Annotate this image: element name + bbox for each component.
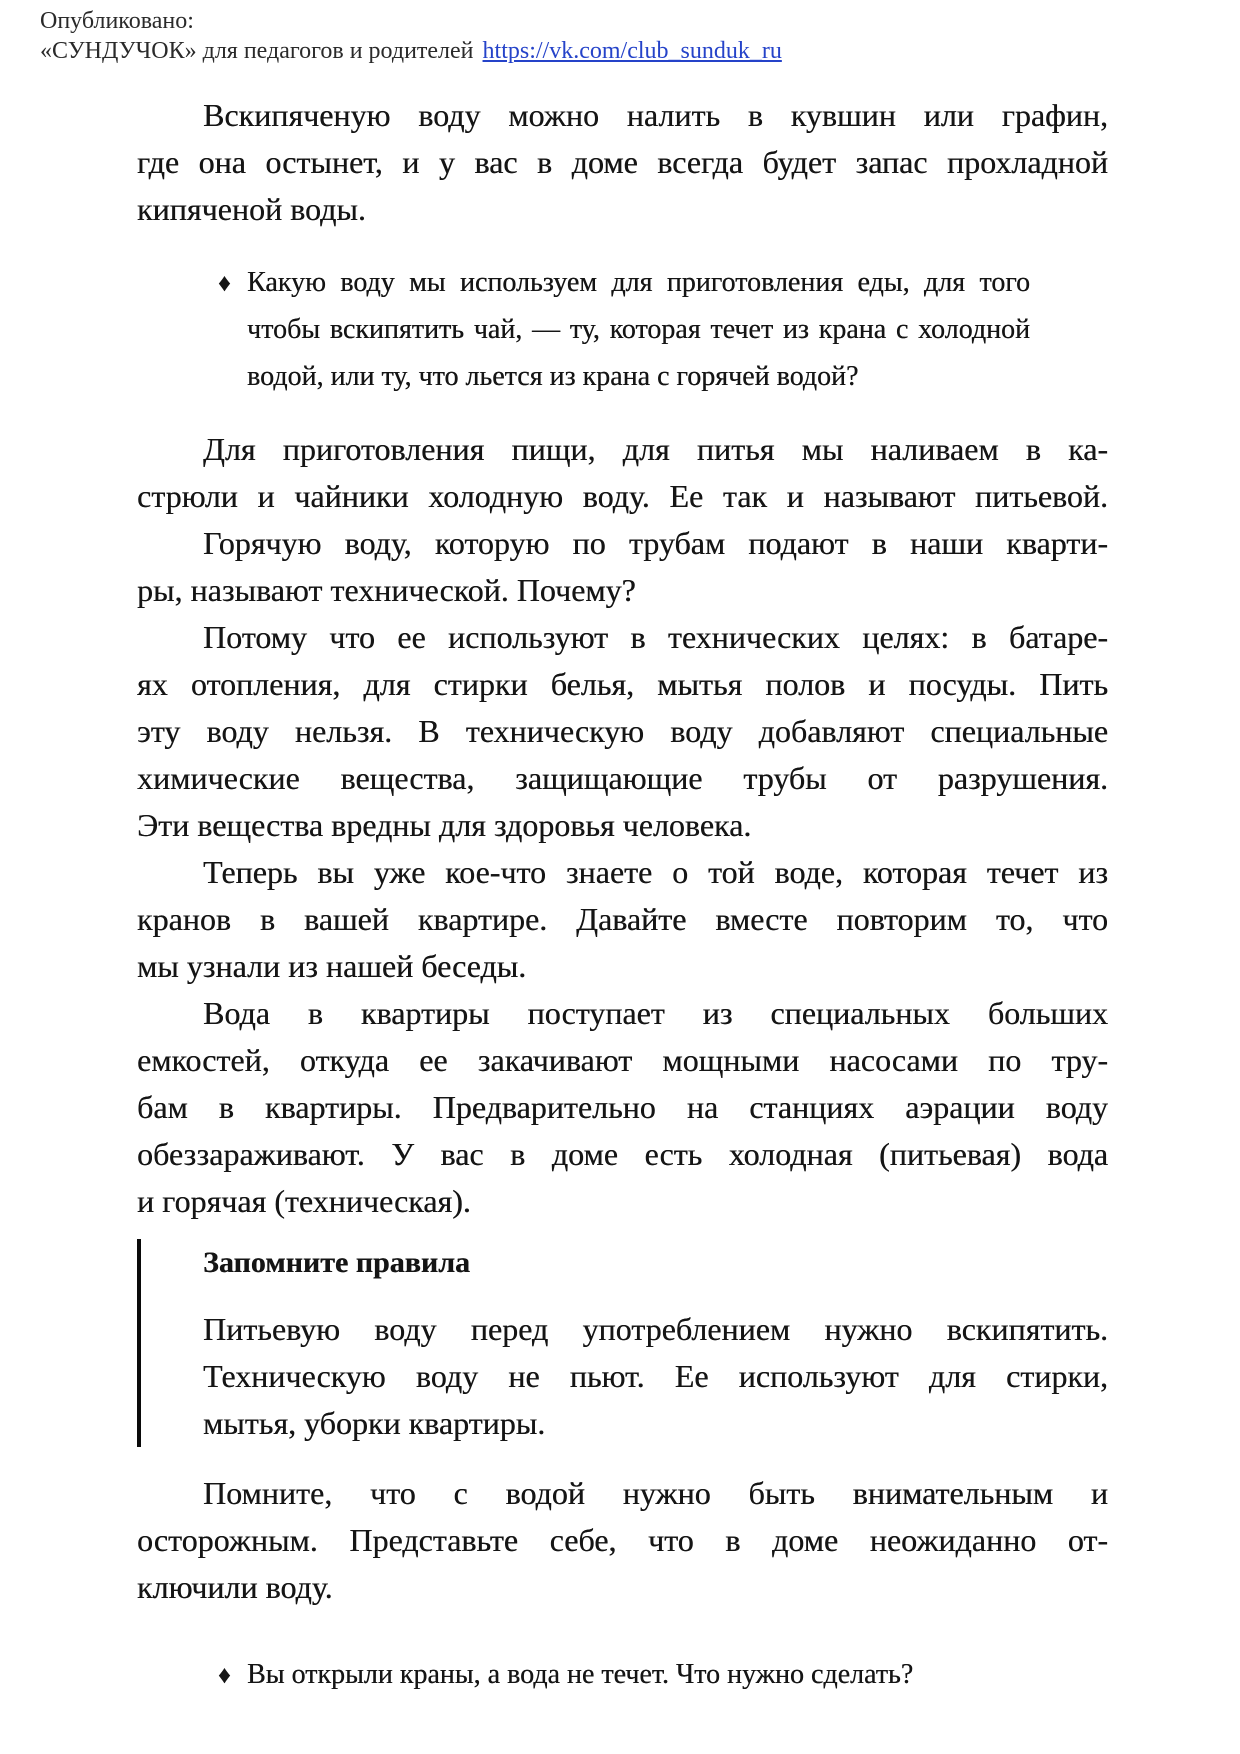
text-line: емкостей, откуда ее закачивают мощными насосами по тру-: [137, 1042, 1108, 1078]
text-line: Питьевую воду перед употреблением нужно вскипятить.: [203, 1311, 1108, 1347]
final-question-bullet: [212, 1651, 1030, 1698]
text-line: водой, или ту, что льется из крана с горячей водой?: [247, 361, 859, 392]
text-line: Для приготовления пищи, для питья мы наливаем в ка-: [203, 431, 1108, 467]
published-label: Опубликовано:: [40, 8, 194, 34]
page-header: [0, 0, 1240, 66]
recap-paragraph: [137, 849, 1108, 990]
text-line: Техническую воду не пьют. Ее используют для стирки,: [203, 1358, 1108, 1394]
text-line: чтобы вскипятить чай, — ту, которая течет из крана с холодной: [247, 314, 1030, 345]
text-line: кипяченой воды.: [137, 191, 366, 227]
intro-paragraph: [137, 92, 1108, 233]
hot-water-paragraph: [137, 520, 1108, 614]
rules-text: [203, 1306, 1108, 1447]
source-line: [40, 36, 1240, 66]
drinking-water-paragraph: [137, 426, 1108, 520]
vk-club-link[interactable]: https://vk.com/club_sunduk_ru: [482, 38, 782, 64]
diamond-bullet-icon: ♦: [218, 1662, 231, 1689]
text-line: Горячую воду, которую по трубам подают в наши кварти-: [203, 525, 1108, 561]
text-line: Вскипяченую воду можно налить в кувшин или графин,: [203, 97, 1108, 133]
text-line: мытья, уборки квартиры.: [203, 1405, 546, 1441]
text-line: ях отопления, для стирки белья, мытья полов и посуды. Пить: [137, 666, 1108, 702]
text-line: Вода в квартиры поступает из специальных больших: [203, 995, 1108, 1031]
diamond-bullet-icon: ♦: [218, 270, 231, 297]
water-supply-paragraph: [137, 990, 1108, 1225]
document-body: [137, 92, 1108, 1698]
text-line: обеззараживают. У вас в доме есть холодная (питьевая) вода: [137, 1136, 1108, 1172]
text-line: ключили воду.: [137, 1569, 333, 1605]
text-line: мы узнали из нашей беседы.: [137, 948, 527, 984]
text-line: Потому что ее используют в технических целях: в батаре-: [203, 619, 1108, 655]
text-line: Вы открыли краны, а вода не течет. Что нужно сделать?: [247, 1659, 914, 1690]
source-label: «СУНДУЧОК» для педагогов и родителей: [40, 38, 474, 64]
technical-water-paragraph: [137, 614, 1108, 849]
text-line: Теперь вы уже кое-что знаете о той воде, которая течет из: [203, 854, 1108, 890]
question-bullet: [212, 259, 1030, 400]
rules-block: [137, 1239, 1108, 1447]
caution-paragraph: [137, 1470, 1108, 1611]
text-line: Помните, что с водой нужно быть внимательным и: [203, 1475, 1108, 1511]
text-line: Какую воду мы используем для приготовления еды, для того: [247, 267, 1030, 298]
text-line: химические вещества, защищающие трубы от разрушения.: [137, 760, 1108, 796]
text-line: Эти вещества вредны для здоровья человека.: [137, 807, 752, 843]
text-line: где она остынет, и у вас в доме всегда будет запас прохладной: [137, 144, 1108, 180]
text-line: ры, называют технической. Почему?: [137, 572, 636, 608]
text-line: кранов в вашей квартире. Давайте вместе повторим то, что: [137, 901, 1108, 937]
text-line: осторожным. Представьте себе, что в доме неожиданно от-: [137, 1522, 1108, 1558]
text-line: эту воду нельзя. В техническую воду добавляют специальные: [137, 713, 1108, 749]
text-line: стрюли и чайники холодную воду. Ее так и называют питьевой.: [137, 478, 1108, 514]
text-line: бам в квартиры. Предварительно на станциях аэрации воду: [137, 1089, 1108, 1125]
text-line: и горячая (техническая).: [137, 1183, 471, 1219]
rules-heading: Запомните правила: [203, 1246, 470, 1279]
